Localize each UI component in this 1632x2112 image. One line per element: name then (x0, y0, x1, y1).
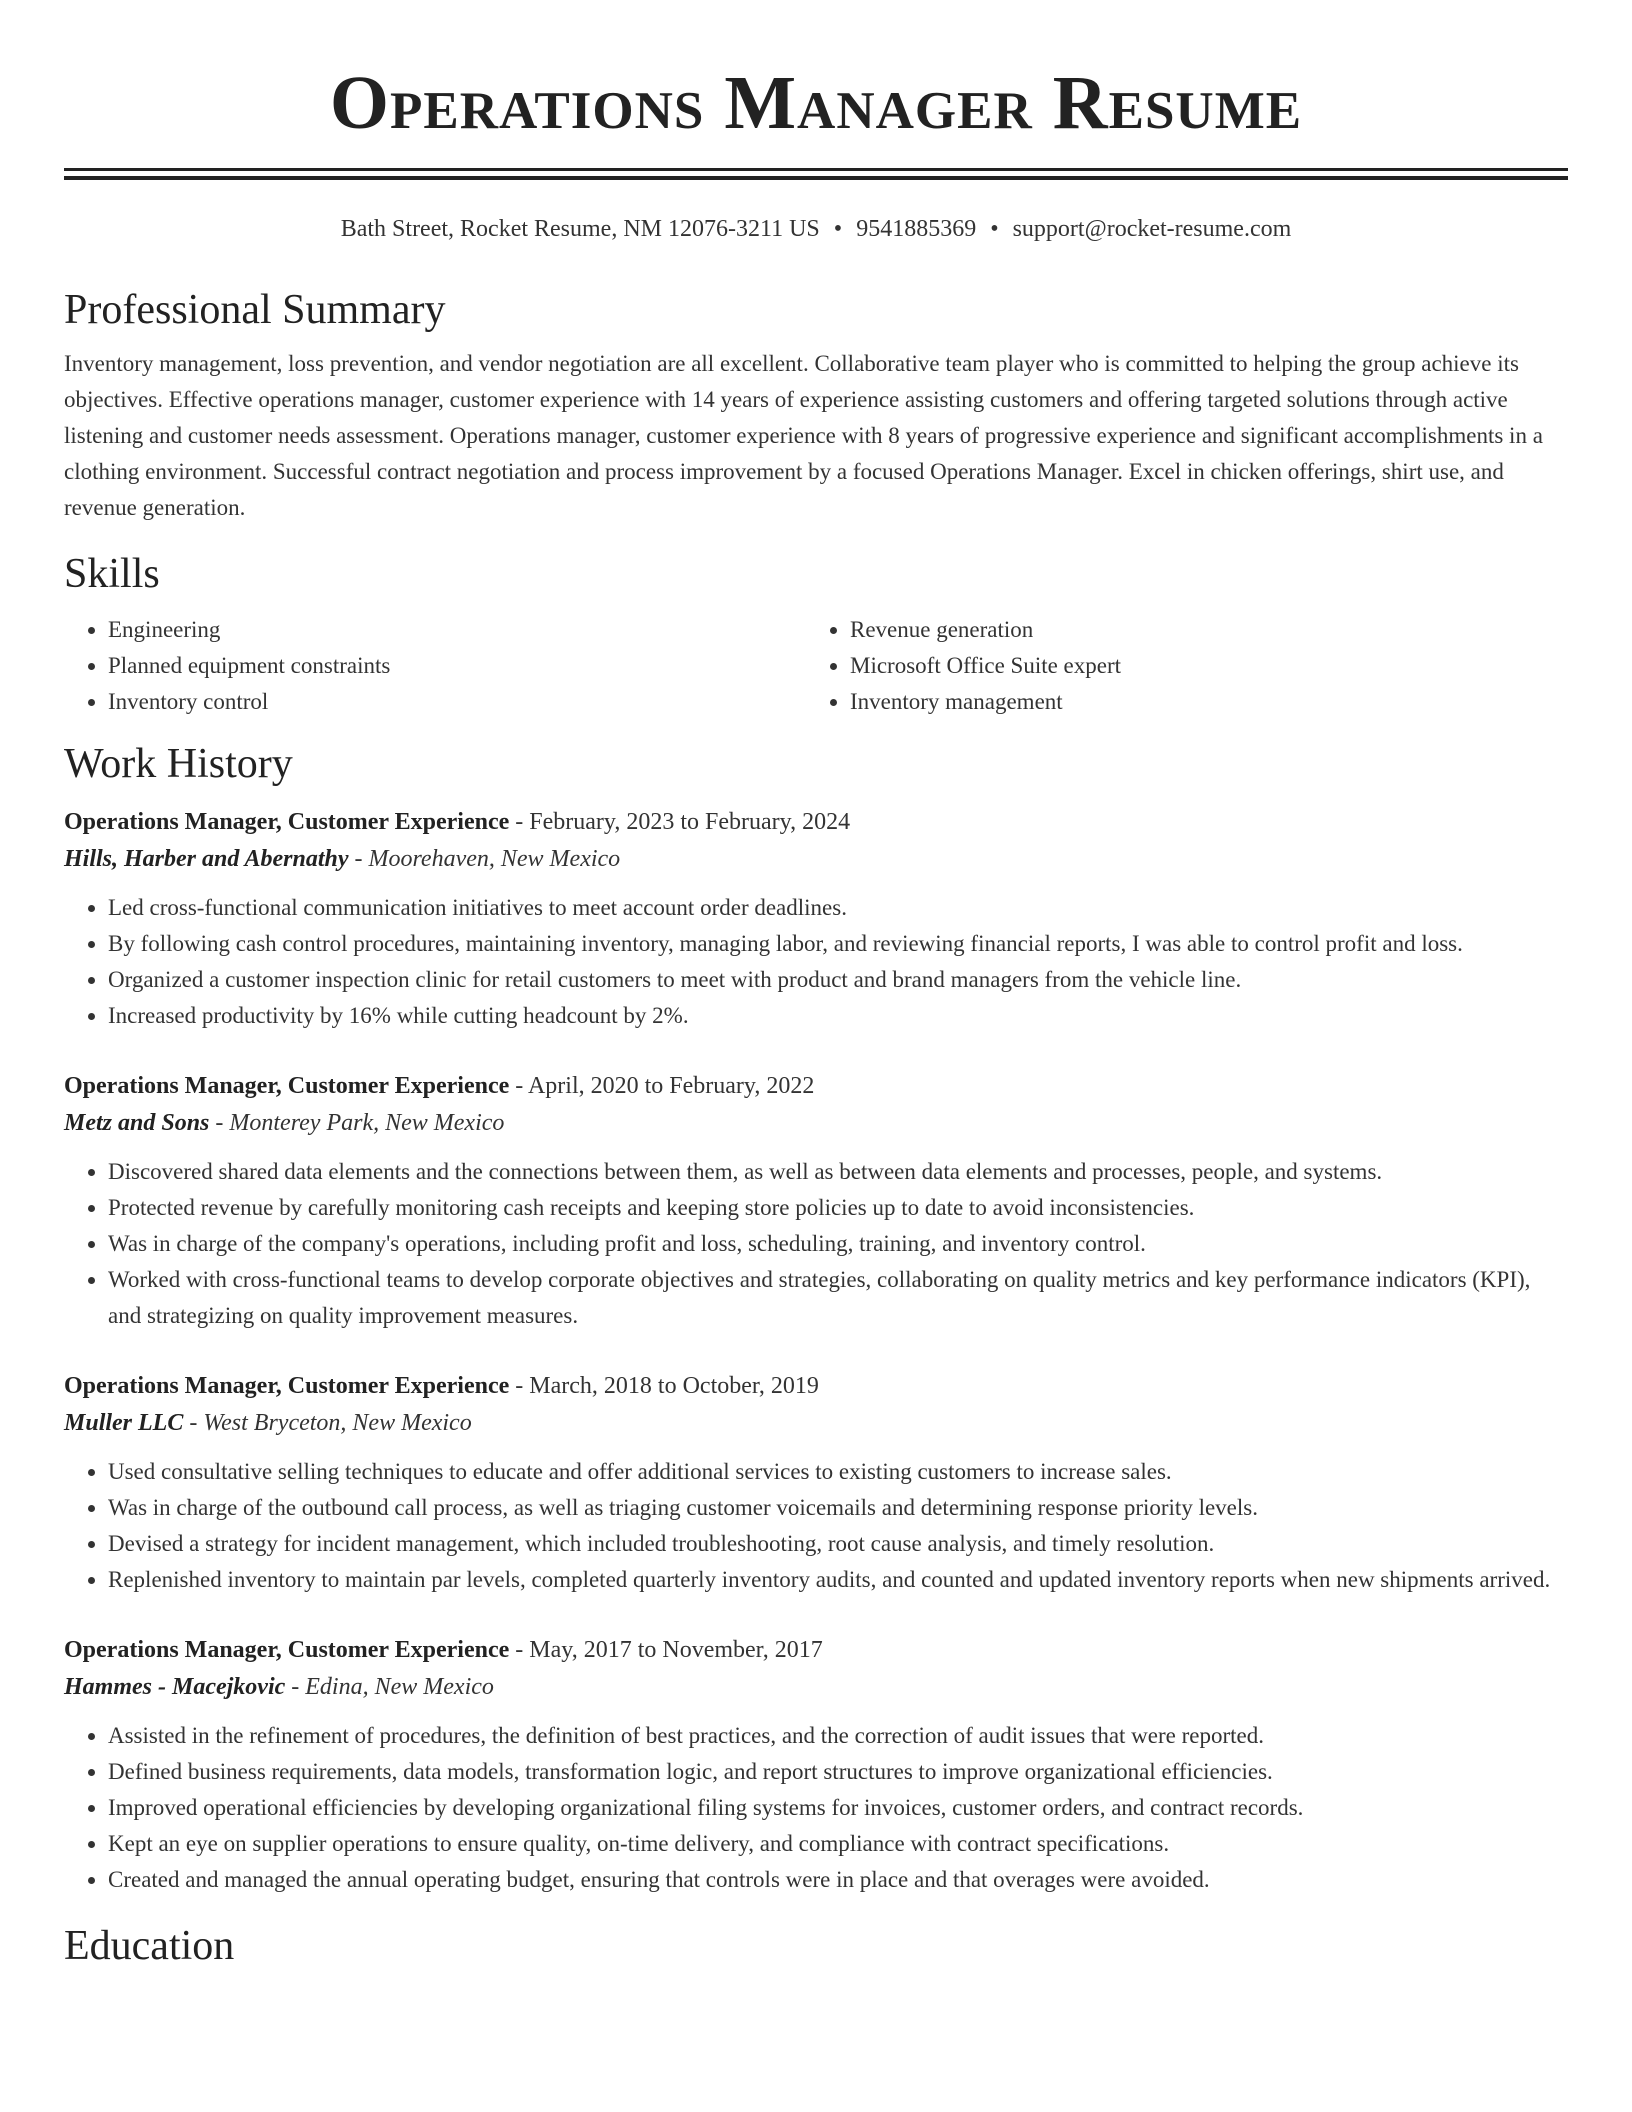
contact-email: support@rocket-resume.com (1012, 216, 1292, 242)
job-role: Operations Manager, Customer Experience (64, 1637, 510, 1663)
job-company: Metz and Sons (64, 1110, 210, 1136)
job-bullets (64, 1718, 1568, 1898)
job-entry (64, 1068, 1568, 1334)
job-bullet: • Kept an eye on supplier operations to ensure quality, on-time delivery, and compliance with contract specifications. (108, 1826, 1568, 1862)
contact-address: Bath Street, Rocket Resume, NM 12076-3211 US (340, 216, 820, 242)
job-bullet: • Assisted in the refinement of procedures, the definition of best practices, and the correction of audit issues that were reported. (108, 1718, 1568, 1754)
job-bullet: • Increased productivity by 16% while cutting headcount by 2%. (108, 998, 1568, 1034)
skills-heading: Skills (64, 551, 160, 597)
title-divider-bottom (64, 176, 1568, 180)
job-bullets (64, 1154, 1568, 1334)
skill-item: • Revenue generation (850, 612, 1548, 648)
job-bullet: • Led cross-functional communication initiatives to meet account order deadlines. (108, 890, 1568, 926)
job-bullet: • Was in charge of the outbound call process, as well as triaging customer voicemails and determining response priority levels. (108, 1490, 1568, 1526)
contact-separator: • (990, 216, 999, 242)
job-entry (64, 1368, 1568, 1598)
job-role: Operations Manager, Customer Experience (64, 1373, 510, 1399)
job-location: - Monterey Park, New Mexico (209, 1110, 505, 1136)
skills-column-right (806, 612, 1548, 720)
job-bullets (64, 1454, 1568, 1598)
summary-text: Inventory management, loss prevention, and vendor negotiation are all excellent. Collaborative team player who is committed to helping the group achieve its objectives. Effective operations manager, customer experience with 14 years of experience assisting customers and offering targeted solutions through active listening and customer needs assessment. Operations manager, customer experience with 8 years of progressive experience and significant accomplishments in a clothing environment. Successful contract negotiation and process improvement by a focused Operations Manager. Excel in chicken offerings, shirt use, and revenue generation. (64, 351, 1543, 520)
job-bullet: • By following cash control procedures, maintaining inventory, managing labor, and reviewing financial reports, I was able to control profit and loss. (108, 926, 1568, 962)
job-location: - West Bryceton, New Mexico (183, 1410, 472, 1436)
job-role: Operations Manager, Customer Experience (64, 809, 510, 835)
job-employer (64, 1404, 1568, 1442)
job-bullet: • Replenished inventory to maintain par levels, completed quarterly inventory audits, and counted and updated inventory reports when new shipments arrived. (108, 1562, 1568, 1598)
job-header (64, 1068, 1568, 1104)
job-employer (64, 1104, 1568, 1142)
job-bullet: • Created and managed the annual operating budget, ensuring that controls were in place and that overages were avoided. (108, 1862, 1568, 1898)
job-bullet: • Used consultative selling techniques to educate and offer additional services to existing customers to increase sales. (108, 1454, 1568, 1490)
job-entry (64, 804, 1568, 1034)
skill-item: • Microsoft Office Suite expert (850, 648, 1548, 684)
education-heading: Education (64, 1923, 235, 1969)
job-dates: - February, 2023 to February, 2024 (509, 809, 851, 835)
skills-list (64, 612, 1568, 720)
job-bullet: • Worked with cross-functional teams to develop corporate objectives and strategies, collaborating on quality metrics and key performance indicators (KPI), and strategizing on quality improvement measures. (108, 1262, 1568, 1334)
job-header (64, 804, 1568, 840)
job-company: Muller LLC (64, 1410, 184, 1436)
job-location: - Moorehaven, New Mexico (348, 846, 621, 872)
job-company: Hills, Harber and Abernathy (64, 846, 349, 872)
job-company: Hammes - Macejkovic (64, 1674, 286, 1700)
job-bullet: • Defined business requirements, data models, transformation logic, and report structures to improve organizational efficiencies. (108, 1754, 1568, 1790)
skill-item: • Inventory management (850, 684, 1548, 720)
job-bullet: • Devised a strategy for incident management, which included troubleshooting, root cause analysis, and timely resolution. (108, 1526, 1568, 1562)
job-dates: - May, 2017 to November, 2017 (509, 1637, 823, 1663)
job-bullet: • Improved operational efficiencies by developing organizational filing systems for invoices, customer orders, and contract records. (108, 1790, 1568, 1826)
job-bullet: • Protected revenue by carefully monitoring cash receipts and keeping store policies up to date to avoid inconsistencies. (108, 1190, 1568, 1226)
job-entry (64, 1632, 1568, 1898)
job-role: Operations Manager, Customer Experience (64, 1073, 510, 1099)
contact-line (64, 214, 1568, 244)
work-history-heading: Work History (64, 741, 293, 787)
resume-title: Operations Manager Resume (329, 61, 1303, 145)
resume-page (64, 0, 1568, 1972)
skill-item: • Inventory control (108, 684, 806, 720)
job-bullet: • Discovered shared data elements and the connections between them, as well as between data elements and processes, people, and systems. (108, 1154, 1568, 1190)
job-header (64, 1368, 1568, 1404)
job-dates: - March, 2018 to October, 2019 (509, 1373, 819, 1399)
job-employer (64, 840, 1568, 878)
skill-item: • Planned equipment constraints (108, 648, 806, 684)
job-dates: - April, 2020 to February, 2022 (509, 1073, 815, 1099)
title-divider-top (64, 168, 1568, 171)
skill-item: • Engineering (108, 612, 806, 648)
job-header (64, 1632, 1568, 1668)
contact-phone: 9541885369 (856, 216, 977, 242)
contact-separator: • (833, 216, 843, 242)
job-bullet: • Organized a customer inspection clinic for retail customers to meet with product and brand managers from the vehicle line. (108, 962, 1568, 998)
job-employer (64, 1668, 1568, 1706)
job-bullet: • Was in charge of the company's operations, including profit and loss, scheduling, training, and inventory control. (108, 1226, 1568, 1262)
job-location: - Edina, New Mexico (285, 1674, 494, 1700)
job-bullets (64, 890, 1568, 1034)
skills-column-left (64, 612, 806, 720)
summary-heading: Professional Summary (64, 287, 446, 333)
